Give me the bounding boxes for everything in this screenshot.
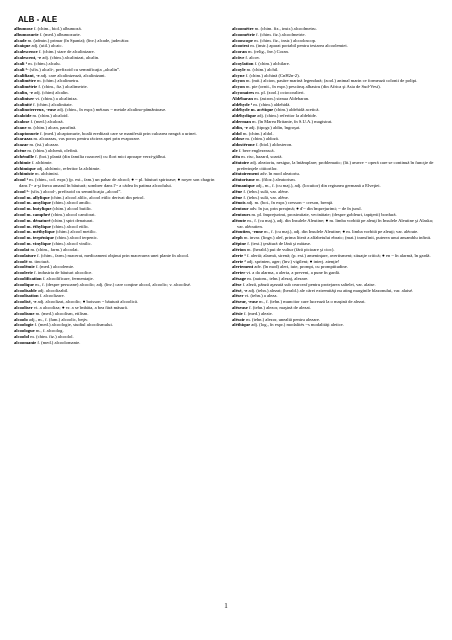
entry-definition: f. (med.) alezie. [242,310,273,316]
entry-definition: m. (mit.) alcion, pasăre marină legendară; (zool.) animal marin ce formează colonii de polipi. [244,78,418,84]
entry-definition: m. pie (ornit., în expr.) pescăruş albastru (din Africa şi Asia de Sud-Vest). [244,84,381,90]
entry-headword: alcoolisation [14,293,39,299]
page-number: 1 [224,602,228,610]
entry-headword: alcalose [14,119,30,124]
entry-headword: alcali ²- [14,66,29,72]
entry-definition: adj. alcoolizabil. [36,287,69,293]
entry-definition: adj. (tehn.) alezat; (herald.) ale cărei extremităţi nu ating marginile blazonului, var. alaisé. [247,287,414,293]
entry-definition: f. (tehn.) sulă, var. alène. [242,188,289,194]
entry-headword: alcalimètre [14,78,36,84]
entry-headword: alémanique [232,182,255,188]
entry-headword: alderman [232,119,251,124]
entry-definition: f. (med.) alcoolemie. [34,264,75,270]
entry-definition: m. (instr.) aparat portabil pentru testarea alcoolemiei. [249,43,348,49]
entry-headword: alerte ² [232,258,246,264]
entry-definition: f. (text.) ţesătură de lână şi mătase. [246,241,312,247]
entry-definition: m. (chim.) alcan, parafină. [26,124,77,130]
entry-definition: m. (chim.) alchenă, olefină. [26,148,79,154]
entry-headword: albumosurie [14,31,39,37]
entry-headword: alcoolat [14,246,30,252]
entry-definition: m., f. (cu maj.), adj. din Insulele Aleutine; ● m. limba vorbită pe aleuţi; var. aléoute. [262,229,419,235]
entry-headword: alcoolol [14,334,30,340]
entry-definition: m. (chim.) aldol. [241,130,274,136]
entry-headword: alcaloïde [14,113,32,119]
entry-definition: m. (chim.) aldehidă. [252,101,291,107]
entry-headword: alcoylation [232,60,254,66]
entry-headword: aléoute [232,217,247,223]
entry-headword: alène [232,194,243,200]
entry-headword: alchimiste [14,171,34,177]
entry-definition: m. (astron.) steaua Aldebaran. [252,95,310,101]
entry-definition: f. alcoolizare. [38,293,65,299]
entry-definition: f. (bot.) plantă (din familia rozaceei) cu flori mici aproape verzi-gălbui. [33,153,167,159]
entry-definition: m. (chim.) alcalu. [27,60,61,66]
entry-headword: alcool ²- [14,188,30,194]
entry-definition: m. (med.) alcoolism, etilism. [34,310,89,316]
entry-headword: alcyon [232,84,245,90]
entry-headword: alcalescent, -e [14,55,42,61]
entry-headword: alérion [232,246,246,252]
entry-headword: alcool m. camphré [14,212,51,217]
entry-headword: alcalimétrie [14,84,38,90]
entry-definition: adj. (chim) alcalin. [32,89,69,95]
entry-definition: m. (chim. fiz., instr.) alcooloscop. [252,37,317,43]
entry-definition: adj. sprinten, ager; (înv.) vigilent; ● interj. atenţie! [245,258,340,264]
entry-headword: alcalin, -e [14,89,33,95]
entry-headword: aldostérone [232,142,255,148]
entry-definition: (chim.) spirt denaturat. [50,217,94,223]
entry-headword: alcalinoterreux, -euse [14,107,57,113]
entry-definition: m. risc, hazard, soartă. [239,153,283,159]
entry-definition: (chim.) alcool metilic. [54,229,97,235]
entry-definition: adj. (chim.) alcalinizat, alcalin. [41,55,100,61]
entry-definition: (chim.) alcool butilic. [51,206,93,212]
entry-definition: m. (autom., tehn.) alezaj, alezare. [246,275,309,281]
entry-definition: m. (ist.) alcazar. [28,142,59,148]
entry-headword: alerter [232,270,246,276]
entry-definition: f. (chim.) stare de alcalinizare. [37,49,95,55]
entry-headword: aleph [232,235,243,241]
entry-headword: alcyon [232,78,245,84]
entry-definition: m. alcarazas, vas poros pentru răcirea apei prin evaporare. [32,136,141,142]
entry-headword: alcoyle [232,66,246,72]
entry-definition: adj. m. (bot., în expr.) cresson ~ creson, brenţă. [245,200,334,206]
entry-headword: alcalifiant, -e [14,72,40,78]
entry-definition: (sfix.) alcool-, prefixoid cu semnificaţia „alcool”. [29,188,122,194]
entry-definition: m. (filoz.) aleatorism. [254,177,296,183]
entry-definition: adj. alcoolizat, alcoolic; ● boisson ~ băutură alcoolică. [36,299,139,305]
entry-definition: f. alezâ, pânză aşezată sub cearceaf pentru protejarea saltelei, var. alaise. [241,281,376,287]
entry-headword: aldose [232,136,245,142]
entry-definition: f. bere englezească. [237,148,275,154]
entry-headword: alcoolification [14,275,42,281]
entry-definition: adj., m., f. (fam.) alcoolic, beţiv. [27,316,89,322]
entry-headword: aléatorisme [232,177,255,183]
entry-headword: alésie [232,310,243,316]
entry-headword: alcane [14,124,27,130]
entry-definition: m. (chim., col. expr.) (p. ext., fam.) un pahar de alcool; ● ~ pl. băuturi spirtoase; ● noyer son chagrin dans l'~ a-şi îneca amarul în băutură; sombrer dans l'~ a cădea în patima alcoolului. [19,177,215,188]
entry-headword: alénois [232,200,246,206]
entry-definition: (chim.) alcool amilic. [50,200,92,206]
entry-definition: f. (chim.) alchilare. [253,60,290,66]
entry-definition: f. alcov. [244,55,261,61]
entry-headword: alcoolémie [14,264,35,270]
entry-definition: adj., m., f. (cu maj.), adj. (locuitor) din regiunea germană a Elveţiei. [254,182,381,188]
entry-headword: alcaptonurie [14,130,39,136]
entry-definition: f. (chim.) alcalinitate. [31,101,73,107]
entry-headword: alcoolature [14,252,36,258]
entry-headword: aléoutien, -enne [232,229,263,235]
entry-definition: (sfix.) alcali-, prefixoid cu semnificaţia „alcalin”. [28,66,121,72]
entry-headword: alcalinité [14,101,32,107]
entry-definition: (chim.) aldehidă acetică. [273,107,320,113]
entry-headword: alcoomanie [14,339,37,345]
entry-definition: m., f. (despre persoane) alcoolic; adj. (înv.) care conţine alcool, alcoolic; v. alcoolisé. [33,281,192,287]
right-column [232,26,438,328]
entry-definition: m. (chim. fiz., instr.) alcoolmetru. [253,26,317,31]
entry-definition: adj. (tipogr.) aldin, îngroşat. [247,124,301,130]
entry-definition: f. (chim. fiz.) alcoolmetrie. [254,31,306,37]
entry-headword: alcool m. terpénique [14,235,54,241]
entry-headword: Aldébaran [232,95,253,101]
entry-headword: alcoolisme [14,310,35,316]
entry-definition: (chim.) alcool camforat. [50,212,96,217]
entry-headword: alentours [232,212,251,217]
entry-definition: f. (med.) alcoologie, studiul alcoolismului. [33,322,113,328]
entry-headword: alcool m. butylique [14,206,52,212]
entry-headword: alcène [14,148,27,154]
entry-headword: alcoran [232,49,247,55]
entry-definition: m. (chim., farm.) alcoolat. [29,246,79,252]
dictionary-entry [232,322,438,328]
entry-headword: aléthique [232,322,251,328]
entry-definition: adj. (chim., în expr.) métaux ~ metale alcalino-pământoase. [56,107,167,113]
entry-headword: alcaique [14,43,31,49]
entry-definition: adv. în jur, prin preajmă; ● d'~ din împrejurimi; ~ de în jurul. [248,206,362,212]
entry-definition: f. industria de băuturi alcoolice. [32,270,93,276]
entry-definition: m. (herald.) pui de vultur (fără picioare şi cioc). [245,246,335,252]
entry-headword: aldin, -e [232,124,248,130]
entry-headword: alerte ¹ [232,252,246,258]
entry-headword: alcool m. allylique [14,194,50,200]
entry-definition: m. (chim.) aldoză. [244,136,279,142]
entry-definition: adj. (chim.) referitor la aldehide. [256,113,317,119]
entry-headword: alcyonaires [232,89,255,95]
entry-headword: alcoolo [14,316,28,322]
entry-definition: f. (tehn.) alezor, maşină de alezat. [247,305,311,310]
entry-definition: m. (admin.) primar (în Spania); (înv.) alcade, judecător. [26,37,130,43]
entry-headword: alchémille [14,153,34,159]
entry-definition: m. invar. (lingv.) alef, prima literă a alfabetului ebraic; (mat.) transfinit, puterea unui ansamblu infinit. [242,235,432,241]
entry-headword: aldol [232,130,242,136]
entry-definition: m. (chim. fiz.) alcoolol. [29,334,74,340]
entry-definition: f. (biol.) aldosteron. [254,142,293,148]
entry-definition: m. alchimist. [33,171,59,177]
entry-definition: f. (tehn.) sulă, var. alêne. [242,194,289,200]
entry-headword: alcyne [232,72,245,78]
entry-headword: ale [232,148,238,154]
entry-definition: vt. a da alarma, a alerta, a preveni, a pune în gardă. [245,270,341,276]
entry-definition: m., f. (tehn.) muncitor care lucrează la o maşină de alezat. [257,299,366,305]
entry-headword: alcaliniser [14,95,35,101]
entry-definition: f. (med.) alcoolomanie. [36,339,81,345]
entry-definition: f. (chim.) alchină (CnH2n-2). [244,72,300,78]
entry-headword: alcoomètre [232,26,254,31]
entry-definition: m. (chim.) alchil. [245,66,279,72]
entry-headword: alcazar [14,142,29,148]
entry-headword: alcoolisable [14,287,37,293]
entry-definition: m. pl. împrejurimi, proximitate, vecinătate; (despre gobleuri, tapiţerii) bordură. [250,212,397,217]
entry-headword: alentour [232,206,249,212]
entry-definition: f. (chim., fiz.) alcalimetrie. [37,84,88,90]
entry-headword: alépine [232,241,247,247]
entry-headword: aléser [232,293,244,299]
entry-headword: alésé, -e [232,287,248,293]
entry-headword: alcarazas [14,136,33,142]
entry-definition: f. alcoolificare, fermentaţie. [41,275,94,281]
entry-headword: alcoolisé, -e [14,299,37,305]
entry-definition: m. tinctură. [27,258,50,264]
dictionary-entry [14,177,220,189]
entry-definition: m. (în Marea Britanie, în S.U.A.) magistrat. [250,119,333,124]
entry-definition: adv. (în mod) alert, iute, prompt, cu promptitudine. [253,264,348,270]
entry-headword: alésage [232,275,247,281]
entry-headword: alcoométrie [232,31,255,37]
entry-headword: alcool m. éthylique [14,223,51,229]
entry-headword: aléatoirement [232,171,259,177]
entry-headword: alcali ¹ [14,60,27,66]
entry-headword: alcalescence [14,49,38,55]
entry-headword: alcooscope [232,37,253,43]
entry-definition: vt. a alcooliza; ● vr. a se îmbăta, a bea fără măsură. [32,305,128,310]
dictionary-entry [232,160,438,172]
entry-definition: adj. (log., în expr.) modalités ~s modalităţi aletice. [250,322,344,328]
entry-definition: m. (chim.) alcaloid. [31,113,69,119]
entry-definition: f. (chim., biol.) albumoză. [32,26,82,31]
dictionary-entry [14,340,220,346]
entry-headword: alchimie [14,159,31,165]
entry-headword: alcoolerie [14,270,33,276]
entry-headword: alésoir [232,316,246,322]
entry-definition: adj. alchimic, referitor la alchimie. [35,165,101,171]
entry-headword: aléatoire [232,159,250,165]
entry-headword: albumose [14,26,33,31]
entry-definition: adj. care alcalinizează, alcalinizant. [39,72,106,78]
entry-headword: aldéhyde m. acétique [232,107,274,113]
left-column [14,26,220,346]
entry-headword: alcool m. méthylique [14,229,55,235]
entry-headword: aldéhyde ¹ [232,101,253,107]
entry-headword: alcoologue [14,328,35,334]
entry-headword: alchimique [14,165,36,171]
entry-definition: f. alchimie. [30,159,53,165]
entry-definition: adv. în mod aleatoriu. [258,171,301,177]
entry-definition: adj. aleatoriu, nesigur, la întâmplare; problematic; (lit.) œuvre ~ operă care se continuă în funcţie de preferinţele cititorilor. [237,159,434,171]
entry-headword: alcoolique [14,281,34,287]
entry-definition: m. (relig., înv.) Coran. [246,49,289,55]
entry-definition: f. (med.) alcaloză. [29,119,64,124]
entry-headword: aldéhydique [232,113,256,119]
entry-headword: alèse [232,281,242,287]
entry-headword: alcooliser [14,305,33,310]
entry-definition: m. pl. (zool.) octocoralieri. [254,89,305,95]
entry-definition: m. (chim.) alcalimetru. [35,78,80,84]
dictionary-entry [232,218,438,230]
entry-definition: f. (chim., farm.) macerat, medicament obţinut prin macerarea unei plante în alcool. [35,252,190,258]
entry-headword: aléa [232,153,240,159]
entry-definition: vt. (tehn.) a aleza. [243,293,278,299]
entry-definition: f. (med.) albumozurie. [38,31,81,37]
entry-headword: alcoologie [14,322,34,328]
entry-definition: f. alertă; alarmă, sirenă; (p. ext.) ameninţare, avertisment; situaţie critică; ● en ~ în alarmă, în gardă. [245,252,431,258]
entry-definition: m. (tehn.) alezor, unealtă pentru alezare. [245,316,321,322]
entry-definition: m., f. (cu maj.), adj. din Insulele Aleutine; ● m. limba vorbită pe aleuţi în Insulele Aleutine şi Alaska; var. aléoutien. [237,217,434,229]
entry-definition: vt. (chim.) a alcaliniza. [34,95,78,101]
entry-definition: f. (med.) alcaptonurie, boală ereditară care se manifestă prin culoarea neagră a urinei. [38,130,197,136]
entry-headword: aléseur, -euse [232,299,258,305]
entry-definition: (chim.) alcool vinilic. [50,241,92,247]
entry-definition: adj. (util.) alcaic. [30,43,63,49]
entry-headword: alcool m. amylique [14,200,51,206]
entry-headword: aléseuse [232,305,248,310]
entry-headword: alcool m. vinylique [14,241,51,247]
entry-definition: (chim.) alcool etilic. [50,223,90,229]
entry-headword: alêne [232,188,243,194]
entry-definition: (chim.) alcool terpenic. [53,235,98,241]
entry-headword: alertement [232,264,254,270]
entry-headword: alcôve [232,55,245,61]
entry-headword: alcoolé [14,258,28,264]
page-header: ALB - ALE [18,15,58,24]
entry-headword: alcade [14,37,27,43]
entry-definition: m., f. alcoolog. [34,328,64,334]
entry-headword: alcool m. dénaturé [14,217,51,223]
entry-headword: alcootest [232,43,250,49]
entry-definition: (chim.) alcool alilic, alcool etilic derivat din petrol. [49,194,145,200]
entry-headword: alcool ¹ [14,177,29,183]
